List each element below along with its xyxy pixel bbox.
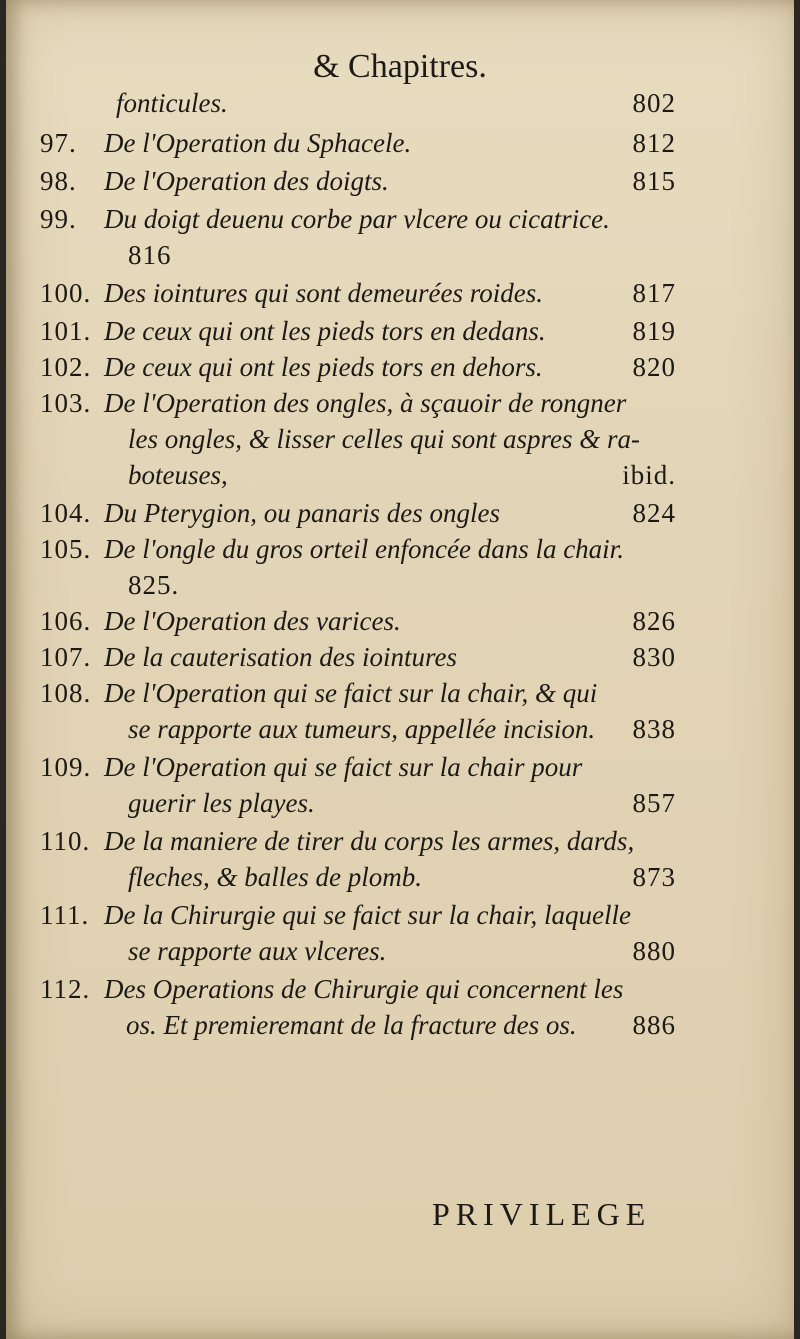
entry-page: 830 [632, 642, 676, 672]
entry-title: Des iointures qui sont demeurées roides. [104, 278, 543, 308]
entry-page: 812 [632, 128, 676, 158]
entry-number: 104. [40, 498, 92, 528]
entry-number: 105. [40, 534, 92, 564]
entry-title: De l'Operation du Sphacele. [104, 128, 412, 158]
toc-entry [6, 498, 794, 536]
toc-entry [6, 900, 794, 938]
toc-entry [6, 388, 794, 426]
toc-entry [6, 316, 794, 354]
entry-title: De l'Operation des ongles, à sçauoir de rongner [104, 388, 627, 418]
toc-entry [6, 88, 794, 126]
entry-title: De l'Operation des doigts. [104, 166, 389, 196]
entry-page: 886 [632, 1010, 676, 1040]
entry-number: 111. [40, 900, 90, 930]
toc-entry-continuation [6, 788, 794, 826]
entry-number: 106. [40, 606, 92, 636]
entry-page: 824 [632, 498, 676, 528]
entry-title: De l'Operation qui se faict sur la chair, & qui [104, 678, 598, 708]
toc-entry [6, 166, 794, 204]
toc-entry [6, 826, 794, 864]
toc-entry-continuation [6, 1010, 794, 1048]
entry-number: 97. [40, 128, 77, 158]
entry-title: fonticules. [116, 88, 228, 118]
entry-page: 815 [632, 166, 676, 196]
entry-page: 817 [632, 278, 676, 308]
entry-page: 838 [632, 714, 676, 744]
entry-title: les ongles, & lisser celles qui sont aspres & ra- [128, 424, 640, 454]
entry-page: 820 [632, 352, 676, 382]
entry-title: boteuses, [128, 460, 228, 490]
toc-entry-continuation [6, 714, 794, 752]
entry-number: 101. [40, 316, 92, 346]
entry-page: 873 [632, 862, 676, 892]
toc-entry [6, 352, 794, 390]
toc-entry-continuation [6, 936, 794, 974]
entry-number: 110. [40, 826, 91, 856]
entry-title: De la cauterisation des iointures [104, 642, 457, 672]
toc-entry [6, 128, 794, 166]
entry-number: 109. [40, 752, 92, 782]
toc-entry-continuation [6, 460, 794, 498]
toc-entry [6, 752, 794, 790]
toc-entry [6, 974, 794, 1012]
toc-entry [6, 642, 794, 680]
entry-page: ibid. [622, 460, 676, 490]
entry-title: De ceux qui ont les pieds tors en dedans. [104, 316, 546, 346]
entry-title: De ceux qui ont les pieds tors en dehors. [104, 352, 543, 382]
entry-title: Du Pterygion, ou panaris des ongles [104, 498, 500, 528]
entry-page: 816 [128, 240, 172, 270]
entry-number: 107. [40, 642, 92, 672]
entry-title: fleches, & balles de plomb. [128, 862, 422, 892]
entry-page: 826 [632, 606, 676, 636]
entry-number: 100. [40, 278, 92, 308]
entry-number: 98. [40, 166, 77, 196]
catchword: PRIVILEGE [432, 1196, 652, 1232]
toc-entry-continuation [6, 570, 794, 608]
entry-title: Des Operations de Chirurgie qui concernent les [104, 974, 624, 1004]
entry-title: guerir les playes. [128, 788, 315, 818]
entry-number: 99. [40, 204, 77, 234]
entry-title: De l'Operation des varices. [104, 606, 401, 636]
entry-title: De l'Operation qui se faict sur la chair pour [104, 752, 583, 782]
toc-entry-continuation [6, 240, 794, 278]
entry-page: 825. [128, 570, 180, 600]
entry-page: 819 [632, 316, 676, 346]
entry-title: os. Et premieremant de la fracture des os. [126, 1010, 577, 1040]
entry-title: se rapporte aux tumeurs, appellée incision. [128, 714, 596, 744]
entry-number: 112. [40, 974, 91, 1004]
entry-number: 108. [40, 678, 92, 708]
entry-number: 102. [40, 352, 92, 382]
page-header: & Chapitres. [313, 48, 487, 85]
toc-entry [6, 278, 794, 316]
entry-title: se rapporte aux vlceres. [128, 936, 387, 966]
toc-entry [6, 204, 794, 242]
entry-title: De la Chirurgie qui se faict sur la chair, laquelle [104, 900, 631, 930]
book-page [6, 0, 794, 1339]
entry-page: 857 [632, 788, 676, 818]
entry-title: Du doigt deuenu corbe par vlcere ou cicatrice. [104, 204, 610, 234]
toc-entry [6, 606, 794, 644]
toc-entry [6, 678, 794, 716]
toc-entry-continuation [6, 424, 794, 462]
entry-page: 802 [632, 88, 676, 118]
entry-title: De la maniere de tirer du corps les armes, dards, [104, 826, 635, 856]
entry-number: 103. [40, 388, 92, 418]
entry-page: 880 [632, 936, 676, 966]
toc-entry-continuation [6, 862, 794, 900]
toc-entry [6, 534, 794, 572]
entry-title: De l'ongle du gros orteil enfoncée dans la chair. [104, 534, 624, 564]
